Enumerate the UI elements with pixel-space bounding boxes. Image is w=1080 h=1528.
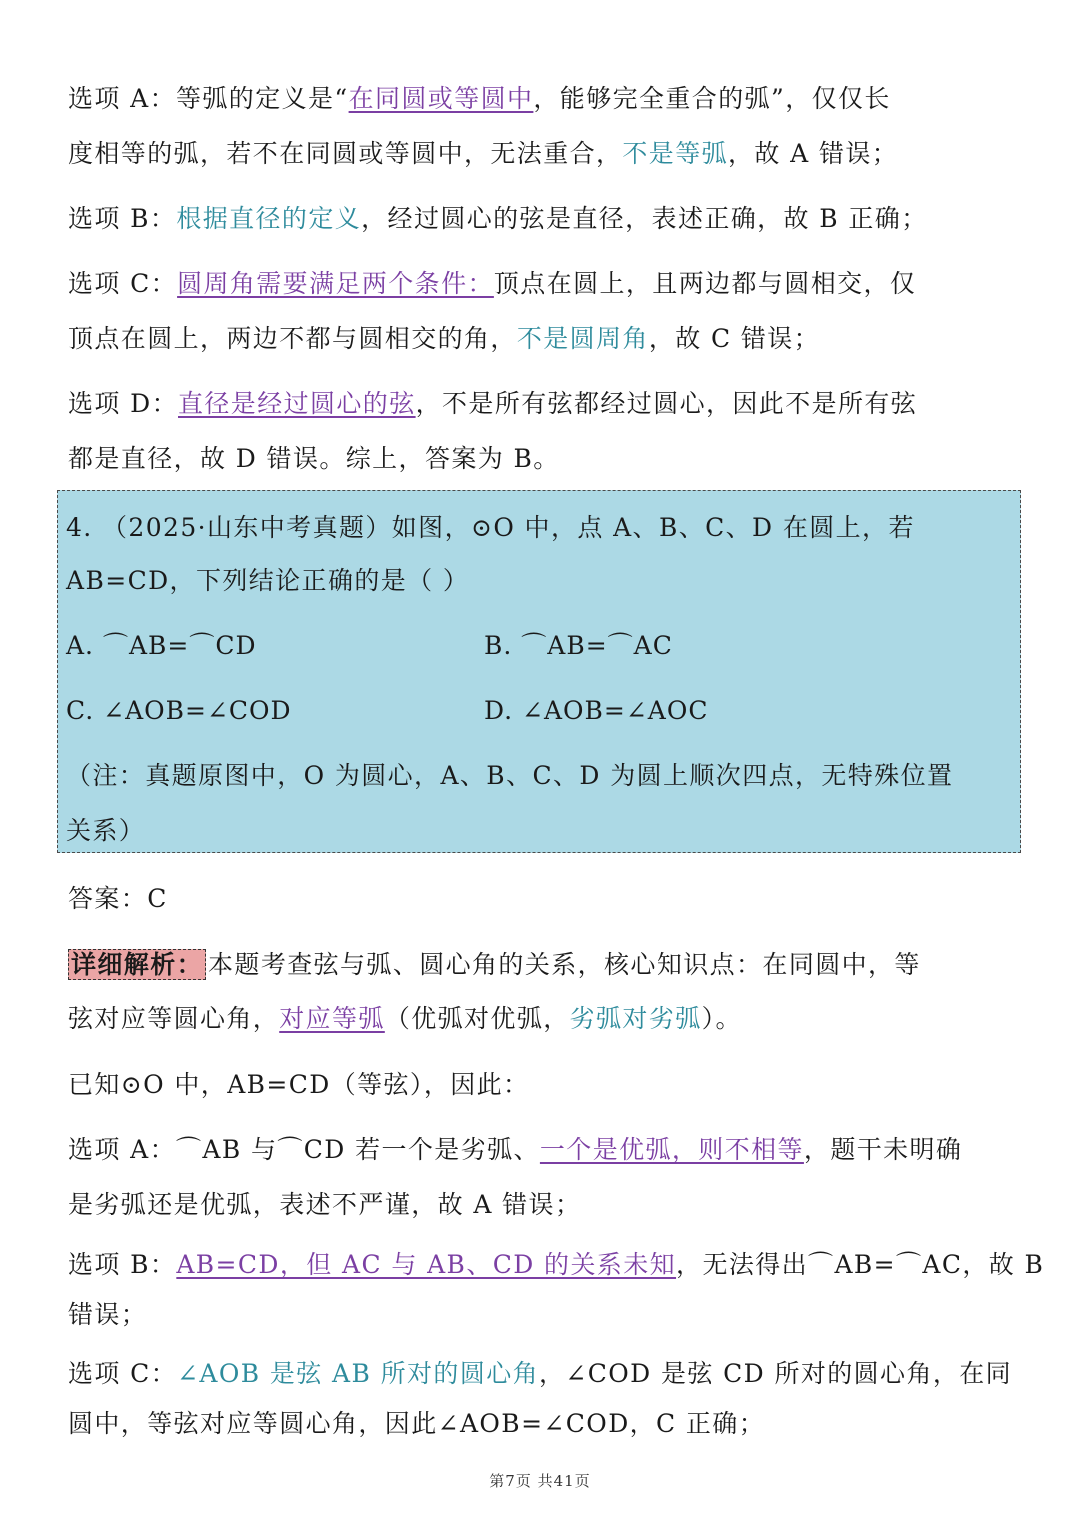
- text-line: 圆中，等弦对应等圆心角，因此∠AOB=∠COD，C 正确；: [68, 1409, 766, 1438]
- question-stem: 4. （2025·山东中考真题）如图，⊙O 中，点 A、B、C、D 在圆上，若: [66, 513, 915, 542]
- question-note: （注：真题原图中，O 为圆心，A、B、C、D 为圆上顺次四点，无特殊位置: [66, 761, 954, 790]
- text-line: 已知⊙O 中，AB=CD（等弦），因此：: [68, 1070, 530, 1099]
- text-line: 是劣弧还是优弧，表述不严谨，故 A 错误；: [68, 1190, 582, 1219]
- highlight-text: 劣弧对劣弧: [569, 1004, 702, 1033]
- text-line: 选项 C：圆周角需要满足两个条件：顶点在圆上，且两边都与圆相交，仅: [68, 269, 917, 298]
- text-line: 选项 B：AB=CD，但 AC 与 AB、CD 的关系未知，无法得出⌒AB=⌒AC，故 B: [68, 1250, 1045, 1279]
- highlight-text: 一个是优弧，则不相等: [539, 1135, 804, 1164]
- question-note: 关系）: [66, 816, 146, 845]
- highlight-text: 不是等弧: [622, 139, 729, 168]
- text-line: 选项 A：等弧的定义是“在同圆或等圆中，能够完全重合的弧”，仅仅长: [68, 84, 891, 113]
- text-line: 都是直径，故 D 错误。综上，答案为 B。: [68, 444, 560, 473]
- option-b: B. ⌒AB=⌒AC: [484, 631, 673, 660]
- option-d: D. ∠AOB=∠AOC: [484, 696, 709, 725]
- text-line: 度相等的弧，若不在同圆或等圆中，无法重合，不是等弧，故 A 错误；: [68, 139, 899, 168]
- text-line: 详细解析： 本题考查弦与弧、圆心角的关系，核心知识点：在同圆中，等: [68, 948, 921, 982]
- highlight-text: 在同圆或等圆中: [348, 84, 534, 113]
- highlight-text: 直径是经过圆心的弦: [178, 389, 416, 418]
- text-line: 错误；: [68, 1300, 148, 1329]
- highlight-text: ∠AOB 是弦 AB 所对的圆心角: [177, 1359, 540, 1388]
- highlight-text: 圆周角需要满足两个条件：: [177, 269, 494, 298]
- analysis-tag: 详细解析：: [68, 949, 206, 980]
- question-stem: AB=CD，下列结论正确的是（ ）: [66, 566, 470, 595]
- text-line: 选项 B：根据直径的定义，经过圆心的弦是直径，表述正确，故 B 正确；: [68, 204, 928, 233]
- text-line: 选项 C：∠AOB 是弦 AB 所对的圆心角，∠COD 是弦 CD 所对的圆心角，在同: [68, 1359, 1013, 1388]
- highlight-text: AB=CD，但 AC 与 AB、CD 的关系未知: [176, 1250, 677, 1279]
- answer-line: 答案：C: [68, 884, 168, 913]
- highlight-text: 对应等弧: [279, 1004, 385, 1033]
- text-line: 弦对应等圆心角，对应等弧（优弧对优弧，劣弧对劣弧）。: [68, 1004, 742, 1033]
- text-line: 选项 D：直径是经过圆心的弦，不是所有弦都经过圆心，因此不是所有弦: [68, 389, 918, 418]
- page-footer: 第7页 共41页: [489, 1472, 591, 1490]
- option-c: C. ∠AOB=∠COD: [66, 696, 292, 725]
- highlight-text: 根据直径的定义: [176, 204, 362, 233]
- text-line: 选项 A：⌒AB 与⌒CD 若一个是劣弧、一个是优弧，则不相等，题干未明确: [68, 1135, 963, 1164]
- option-a: A. ⌒AB=⌒CD: [66, 631, 257, 660]
- highlight-text: 不是圆周角: [516, 324, 649, 353]
- page-total: 41: [553, 1472, 575, 1490]
- question-box: [57, 490, 1021, 853]
- page-number: 7: [505, 1472, 516, 1490]
- text-line: 顶点在圆上，两边不都与圆相交的角，不是圆周角，故 C 错误；: [68, 324, 821, 353]
